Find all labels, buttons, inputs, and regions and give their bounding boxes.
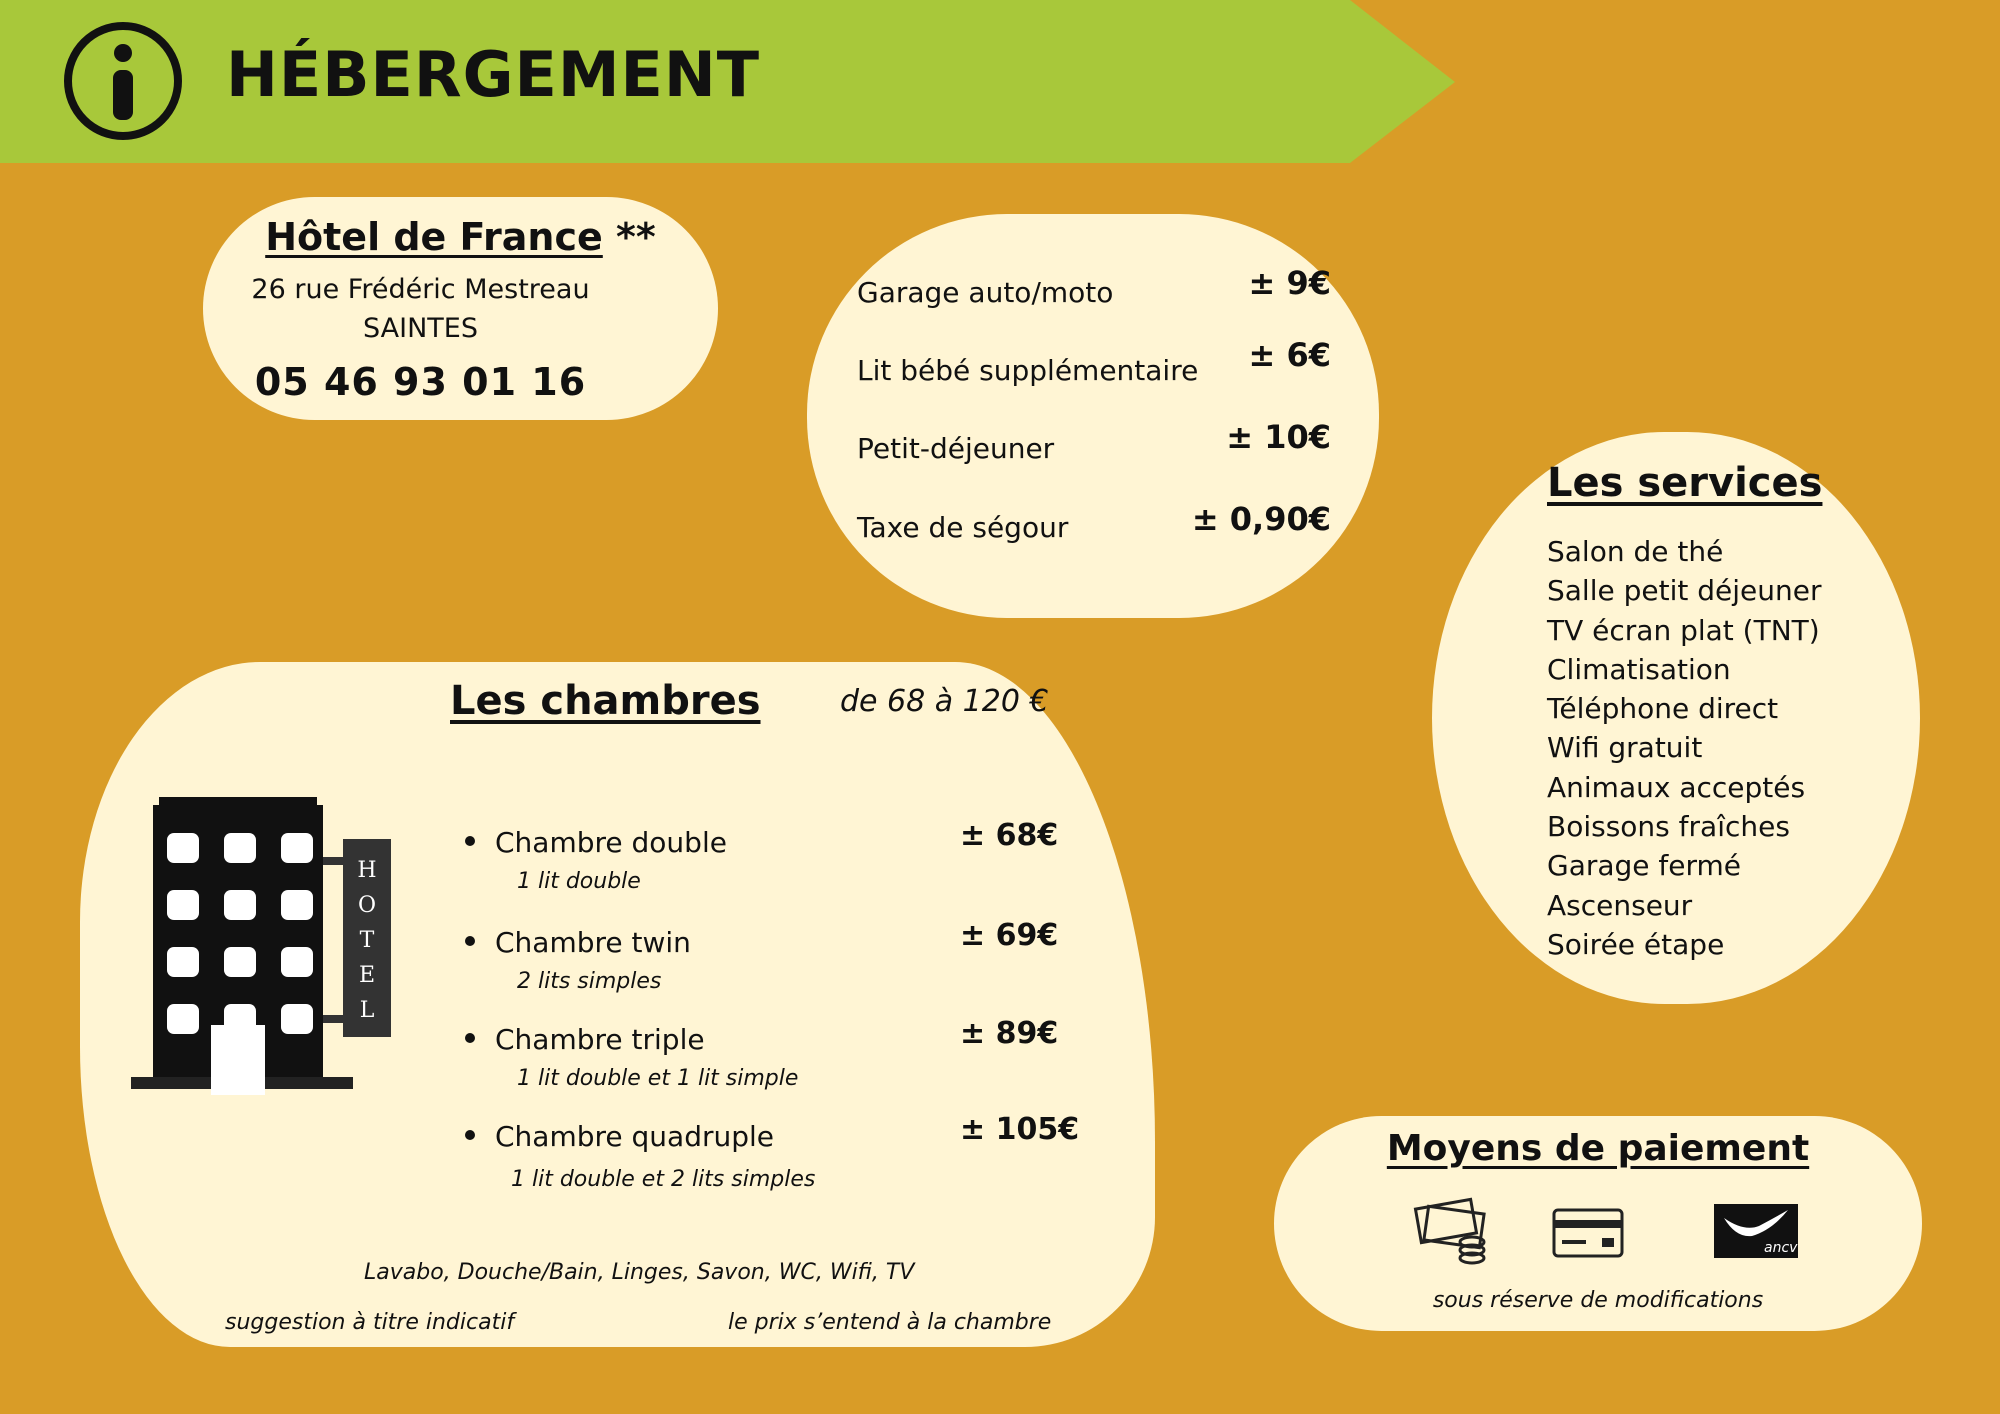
- rooms-amenities: Lavabo, Douche/Bain, Linges, Savon, WC, Wifi, TV: [364, 1260, 915, 1285]
- rooms-price-range: de 68 à 120 €: [840, 684, 1049, 719]
- payment-card: [1274, 1116, 1922, 1331]
- rooms-note-per-room: le prix s’entend à la chambre: [728, 1310, 1052, 1335]
- payment-note: sous réserve de modifications: [1432, 1288, 1764, 1313]
- rooms-card: [80, 662, 1155, 1347]
- extras-card: [807, 214, 1379, 618]
- room-price: ± 89€: [960, 1016, 1059, 1051]
- payment-icons: [1414, 1196, 1798, 1270]
- hotel-building-icon: [125, 797, 425, 1101]
- room-name: Chambre triple: [465, 1023, 1065, 1056]
- services-card: [1432, 432, 1920, 1004]
- hotel-name-text: Hôtel de France: [265, 215, 603, 259]
- extra-price: ± 9€: [1248, 264, 1331, 302]
- services-title: Les services: [1547, 460, 1823, 506]
- hotel-card: [203, 197, 718, 420]
- room-detail: 1 lit double et 1 lit simple: [517, 1066, 799, 1091]
- service-item: Soirée étape: [1547, 927, 1725, 961]
- room-name: Chambre twin: [465, 926, 1065, 959]
- hotel-phone[interactable]: 05 46 93 01 16: [254, 360, 587, 404]
- service-item: Wifi gratuit: [1547, 731, 1703, 765]
- room-detail: 1 lit double et 2 lits simples: [511, 1167, 816, 1192]
- sign-letter: E: [358, 963, 376, 988]
- service-item: Boissons fraîches: [1547, 810, 1790, 844]
- services-list: [1547, 532, 1822, 964]
- ancv-label: ancv: [1764, 1240, 1798, 1256]
- room-price: ± 69€: [960, 918, 1059, 953]
- extra-label: Petit-déjeuner: [857, 432, 1055, 465]
- service-item: Animaux acceptés: [1547, 770, 1806, 804]
- extra-price: ± 10€: [1226, 418, 1331, 456]
- sign-letter: H: [357, 858, 377, 883]
- service-item: Climatisation: [1547, 652, 1731, 686]
- extra-label: Lit bébé supplémentaire: [857, 354, 1199, 387]
- cash-coins-icon: [1415, 1199, 1484, 1263]
- service-item: Ascenseur: [1547, 888, 1693, 922]
- rooms-title: Les chambres: [450, 678, 761, 724]
- sign-letter: T: [359, 928, 375, 953]
- room-price: ± 68€: [960, 818, 1059, 853]
- extra-price: ± 0,90€: [1191, 500, 1331, 538]
- payment-title: Moyens de paiement: [1386, 1128, 1810, 1169]
- extra-label: Garage auto/moto: [857, 276, 1114, 309]
- sign-letter: O: [357, 893, 377, 918]
- room-name: Chambre quadruple: [465, 1120, 1065, 1153]
- service-item: Téléphone direct: [1547, 692, 1779, 726]
- ancv-logo: [1714, 1204, 1798, 1258]
- room-detail: 1 lit double: [517, 869, 641, 894]
- hotel-address-line1: 26 rue Frédéric Mestreau: [251, 274, 590, 305]
- hotel-name: [203, 215, 718, 259]
- room-name: Chambre double: [465, 826, 1065, 859]
- service-item: Salon de thé: [1547, 535, 1724, 568]
- room-detail: 2 lits simples: [517, 969, 662, 994]
- extra-label: Taxe de ségour: [857, 511, 1069, 544]
- rooms-note-indicative: suggestion à titre indicatif: [225, 1310, 515, 1335]
- service-item: Salle petit déjeuner: [1547, 574, 1822, 608]
- hotel-stars: **: [616, 215, 656, 259]
- extra-price: ± 6€: [1248, 336, 1331, 374]
- sign-letter: L: [359, 998, 375, 1023]
- hotel-address-line2: SAINTES: [363, 313, 478, 344]
- page-title: HÉBERGEMENT: [226, 38, 761, 111]
- credit-card-icon: [1554, 1210, 1622, 1256]
- service-item: TV écran plat (TNT): [1547, 613, 1820, 647]
- service-item: Garage fermé: [1547, 849, 1742, 883]
- room-price: ± 105€: [960, 1112, 1080, 1147]
- info-icon: [62, 20, 184, 142]
